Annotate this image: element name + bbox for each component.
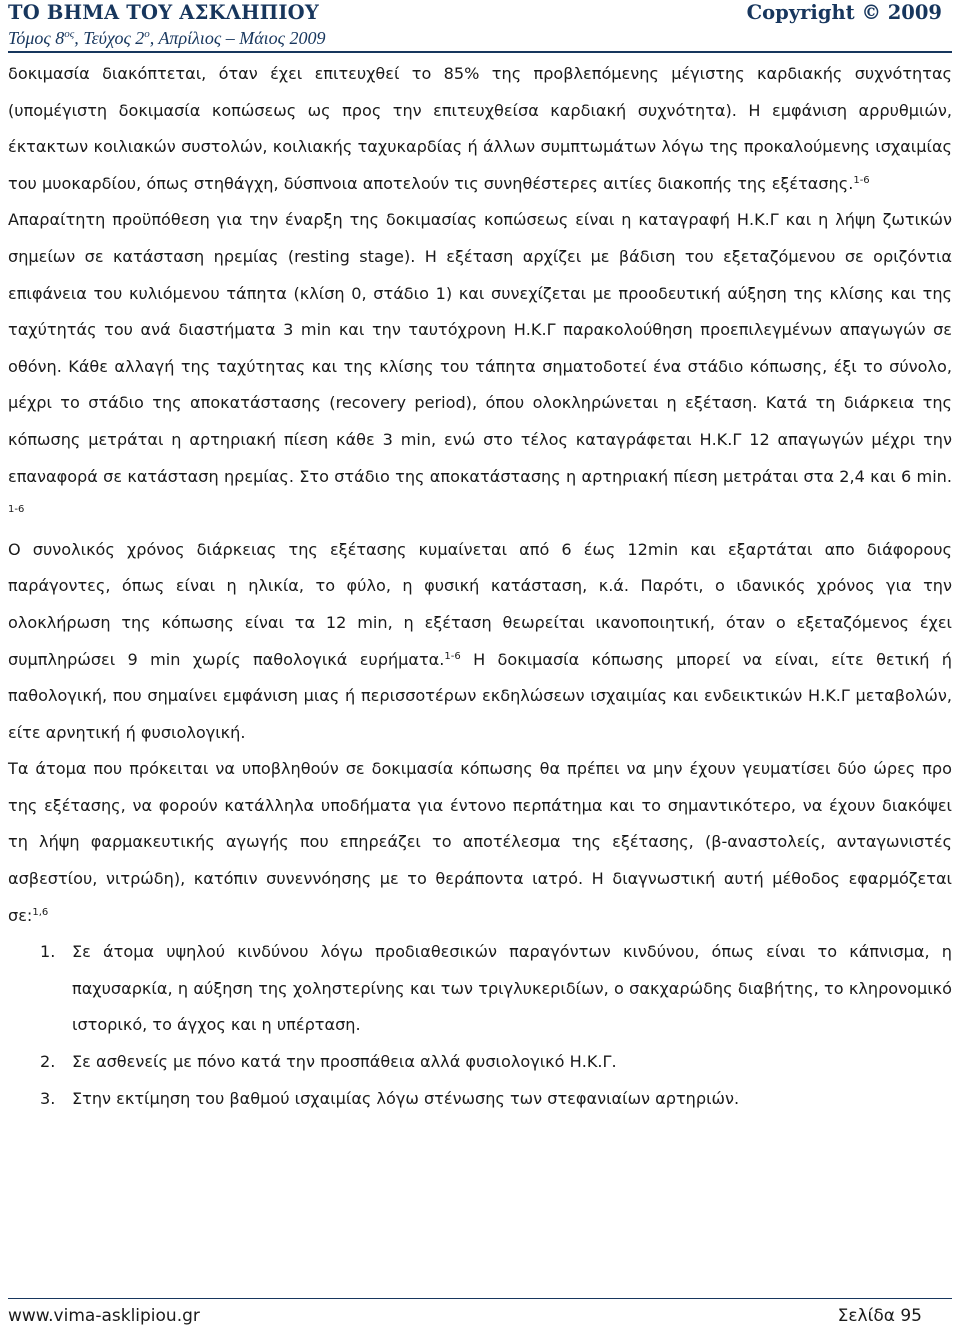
list-item-number: 2. [40, 1052, 56, 1072]
list-item-text: Στην εκτίμηση του βαθμού ισχαιμίας λόγω στένωσης των στεφανιαίων αρτηριών. [72, 1088, 740, 1108]
paragraph-2 [8, 202, 952, 531]
page-header [0, 0, 960, 52]
paragraph-3-text: Ο συνολικός χρόνος διάρκειας της εξέτασης κυμαίνεται από 6 έως 12min και εξαρτάται απο διάφορους παράγοντες, όπως είναι η ηλικία, το φύλο, η φυσική κατάσταση, κ.ά. Παρότι, ο ιδανικός χρόνος για την ολοκλήρωση της κόπωσης είναι τα 12 min, η εξέταση θεωρείται ικανοποιητική, όταν ο εξεταζόμενος έχει συμπληρώσει 9 min χωρίς παθολογικά ευρήματα. [8, 539, 952, 669]
issue-number: , Τεύχος 2 [74, 28, 145, 48]
journal-title: ΤΟ ΒΗΜΑ ΤΟΥ ΑΣΚΛΗΠΙΟΥ [8, 1, 319, 24]
page-number: Σελίδα 95 [837, 1306, 922, 1326]
list-item-number: 1. [40, 942, 56, 962]
footer-divider [8, 1298, 952, 1299]
issue-number-suffix: ο [144, 28, 150, 40]
reference-marker: 1-6 [8, 504, 25, 516]
list-item [8, 1044, 952, 1081]
paragraph-4 [8, 751, 952, 934]
header-divider [8, 51, 952, 53]
copyright-notice: Copyright © 2009 [746, 1, 942, 24]
indication-list [8, 934, 952, 1117]
list-item-text: Σε άτομα υψηλού κινδύνου λόγω προδιαθεσικών παραγόντων κινδύνου, όπως είναι το κάπνισμα, η παχυσαρκία, η αύξηση της χοληστερίνης και των τριγλυκεριδίων, ο σακχαρώδης διαβήτης, το κληρονομικό ιστορικό, το άγχος και η υπέρταση. [72, 942, 952, 1035]
paragraph-2-text: Απαραίτητη προϋπόθεση για την έναρξη της δοκιμασίας κοπώσεως είναι η καταγραφή Η.Κ.Γ και η λήψη ζωτικών σημείων σε κατάσταση ηρεμίας (resting stage). Η εξέταση αρχίζει με βάδιση του εξεταζόμενου σε οριζόντια επιφάνεια του κυλιόμενου τάπητα (κλίση 0, στάδιο 1) και συνεχίζεται με προοδευτική αύξηση της κλίσης και της ταχύτητάς του ανά διαστήματα 3 min και την ταυτόχρονη Η.Κ.Γ παρακολούθηση προεπιλεγμένων απαγωγών σε οθόνη. Κάθε αλλαγή της ταχύτητας και της κλίσης του τάπητα σηματοδοτεί ένα στάδιο κόπωσης, έξι το σύνολο, μέχρι το στάδιο της αποκατάστασης (recovery period), όπου ολοκληρώνεται η εξέταση. Κατά τη διάρκεια της κόπωσης μετράται η αρτηριακή πίεση κάθε 3 min, ενώ στο τέλος καταγράφεται Η.Κ.Γ 12 απαγωγών μέχρι την επαναφορά σε κατάσταση ηρεμίας. Στο στάδιο της αποκατάστασης η αρτηριακή πίεση μετράται στα 2,4 και 6 min. [8, 210, 952, 486]
issue-date: , Απρίλιος – Μάιος 2009 [149, 28, 326, 48]
paragraph-1-text: δοκιμασία διακόπτεται, όταν έχει επιτευχθεί το 85% της προβλεπόμενης μέγιστης καρδιακής συχνότητας (υπομέγιστη δοκιμασία κοπώσεως ως προς την επιτευχθείσα καρδιακή συχνότητα). Η εμφάνιση αρρυθμιών, έκτακτων κοιλιακών συστολών, κοιλιακής ταχυκαρδίας ή άλλων συμπτωμάτων λόγω της προκαλούμενης ισχαιμίας του μυοκαρδίου, όπως στηθάγχη, δύσπνοια αποτελούν τις συνηθέστερες αιτίες διακοπής της εξέτασης. [8, 64, 952, 193]
paragraph-4-text: Τα άτομα που πρόκειται να υποβληθούν σε δοκιμασία κόπωσης θα πρέπει να μην έχουν γευματίσει δύο ώρες προ της εξέτασης, να φορούν κατάλληλα υποδήματα για έντονο περπάτημα και το σημαντικότερο, να έχουν διακόψει τη λήψη φαρμακευτικής αγωγής που επηρεάζει το αποτέλεσμα της εξέτασης, (β-αναστολείς, ανταγωνιστές ασβεστίου, νιτρώδη), κατόπιν συνεννόησης με το θεράποντα ιατρό. Η διαγνωστική αυτή μέθοδος εφαρμόζεται σε: [8, 759, 952, 925]
list-item-text: Σε ασθενείς με πόνο κατά την προσπάθεια αλλά φυσιολογικό Η.Κ.Γ. [72, 1052, 617, 1072]
paragraph-3 [8, 532, 952, 752]
issue-info [8, 28, 325, 49]
reference-marker: 1,6 [32, 906, 49, 918]
paragraph-3-continuation: Η δοκιμασία κόπωσης μπορεί να είναι, είτε θετική ή παθολογική, που σημαίνει εμφάνιση μιας ή περισσοτέρων εκδηλώσεων ισχαιμίας και ενδεικτικών Η.Κ.Γ μεταβολών, είτε αρνητική ή φυσιολογική. [8, 649, 952, 742]
issue-volume: Τόμος 8 [8, 28, 65, 48]
website-link[interactable]: www.vima-asklipiou.gr [8, 1306, 200, 1326]
list-item [8, 1081, 952, 1118]
issue-volume-suffix: ος [64, 28, 75, 40]
list-item [8, 934, 952, 1044]
reference-marker: 1-6 [853, 174, 870, 186]
list-item-number: 3. [40, 1088, 56, 1108]
paragraph-1 [8, 56, 952, 202]
article-body [8, 56, 952, 1117]
page-footer [0, 1306, 960, 1334]
reference-marker: 1-6 [444, 650, 461, 662]
